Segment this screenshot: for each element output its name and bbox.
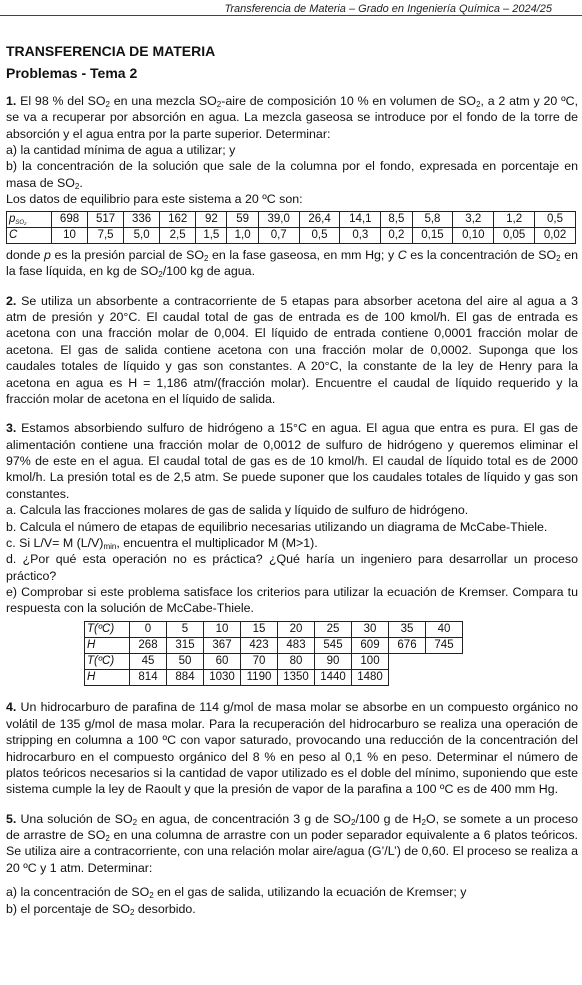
problem-1-part-a: a) la cantidad mínima de agua a utilizar; y <box>6 143 236 158</box>
table-row <box>7 227 576 243</box>
table-cell: 745 <box>426 637 463 653</box>
text-run: , a 2 atm y 20 ºC, se va a recuperar por absorción en agua. La mezcla gaseosa se introduce por el fondo de la torre de absorción y el agua entra por la parte superior. Determinar: <box>6 93 579 141</box>
table-cell: 884 <box>167 670 204 686</box>
text-run: C <box>397 247 407 262</box>
text-run: en la fase líquida, en kg de SO <box>6 247 578 279</box>
table-cell: 90 <box>315 654 352 670</box>
text-run: Un hidrocarburo de parafina de 114 g/mol de masa molar se absorbe en un compuesto orgánico no volátil de 135 g/mol de masa molar. Para la recuperación del hidrocarburo se realiza una operación de stripping en columna a 100 ºC con vapor saturado, provocando una reducción de la concentración del hidrocarburo en el compuesto orgánico del 8 % en peso al 0,1 % en peso. Determinar el número de platos teóricos necesarios si la cantidad de vapor utilizado es el doble del mínimo, suponiendo que este sistema cumple la ley de Raoult y que la presión de vapor de la parafina a 100 ºC es de 400 mm Hg. <box>6 700 578 797</box>
table-cell: T(ºC) <box>85 621 130 637</box>
table-cell: 545 <box>315 637 352 653</box>
table-cell: 70 <box>241 654 278 670</box>
table-cell: 7,5 <box>88 227 124 243</box>
text-run: Se utiliza un absorbente a contracorriente de 5 etapas para absorber acetona del aire al agua a 3 atm de presión y 20°C. El caudal total de gas de entrada es de 100 kmol/h. El gas de entrada es acetona con una fracción molar de 0,004. El líquido de entrada contiene 0,0001 fracción molar de acetona. El gas de salida contiene acetona con una fracción molar de 0,0002. Suponga que los caudales totales de líquido y gas son constantes. A 20°C, la constante de la ley de Henry para la acetona en agua es H = 1,186 atm/(fracción molar). Encuentre el caudal de líquido requerido y la fracción molar de acetona en el líquido de salida. <box>6 293 578 406</box>
subscript: 2 <box>421 817 426 827</box>
table-cell: 20 <box>278 621 315 637</box>
subscript: 2 <box>132 817 138 827</box>
table-cell: 1,2 <box>494 211 535 227</box>
table-cell: 1480 <box>352 670 389 686</box>
text-run: a) la concentración de SO <box>6 885 150 900</box>
subscript: 2 <box>129 907 135 917</box>
table-cell <box>426 670 463 686</box>
problem-3-part-b: b. Calcula el número de etapas de equilibrio necesarias utilizando un diagrama de McCabe-Thiele. <box>6 519 548 534</box>
table-cell: 0,2 <box>381 227 412 243</box>
table-cell: 0,10 <box>453 227 494 243</box>
table-cell: 50 <box>167 654 204 670</box>
text-run: /100 g de H <box>355 811 422 826</box>
running-header: Transferencia de Materia – Grado en Ingeniería Química – 2024/25 <box>224 3 552 15</box>
text-run: . <box>79 175 83 190</box>
text-run: en el gas de salida, utilizando la ecuación de Kremser; y <box>153 885 467 900</box>
text-run: b) el porcentaje de SO <box>6 901 130 916</box>
problem-5-part-a <box>6 884 578 900</box>
subscript: 2 <box>216 99 222 109</box>
problem-5-part-b <box>6 901 578 917</box>
table-cell <box>389 654 426 670</box>
text-run: -aire de composición 10 % en volumen de SO <box>221 93 477 108</box>
subscript: min <box>103 541 117 551</box>
text-run: desorbido. <box>134 901 196 916</box>
table-cell: 0,7 <box>258 227 299 243</box>
subscript: 2 <box>149 891 154 901</box>
table-cell: 45 <box>130 654 167 670</box>
text-run: es la presión parcial de SO <box>50 247 204 262</box>
subscript: 2 <box>105 99 110 109</box>
text-run: p <box>9 212 16 225</box>
problem-1-statement <box>6 93 578 142</box>
problem-3-part-e: e) Comprobar si este problema satisface los criterios para utilizar la ecuación de Kremser. Compara tu respuesta con la solución de McCabe-Thiele. <box>6 585 578 616</box>
subscript: SO₂ <box>15 219 27 226</box>
table-cell: 1190 <box>241 670 278 686</box>
table-cell <box>389 670 426 686</box>
equilibrium-table-so2 <box>6 211 576 244</box>
text-run: es la concentración de SO <box>406 247 557 262</box>
table-cell: 0,3 <box>340 227 381 243</box>
problem-number: 4. <box>6 700 17 715</box>
table-cell: 10 <box>52 227 88 243</box>
text-run: en una columna de arrastre con un poder separador equivalente a 6 platos teóricos. Se utiliza aire a contracorriente, con una relación molar aire/agua (G’/L’) de 0,60. El proceso se realiza a 20 ºC y 1 atm. Determinar: <box>6 828 579 875</box>
problem-3-part-c <box>6 535 578 551</box>
table-cell: H <box>85 670 130 686</box>
text-run: en agua, de concentración 3 g de SO <box>137 811 352 826</box>
problem-2-statement <box>6 293 578 408</box>
text-run: c. Si L/V= M (L/V) <box>6 535 104 550</box>
problem-5-statement <box>6 811 578 877</box>
text-run: Estamos absorbiendo sulfuro de hidrógeno a 15°C en agua. El agua que entra es pura. El gas de alimentación contiene una fracción molar de 0,0012 de sulfuro de hidrógeno y queremos eliminar el 97% de este en el agua. El caudal total de gas es de 10 kmol/h. El caudal de líquido total es de 2000 kmol/h. La presión total es de 2,5 atm. Se puede suponer que los caudales totales de líquido y gas son constantes. <box>6 421 578 501</box>
table-cell: 336 <box>124 211 160 227</box>
table-cell: 2,5 <box>160 227 196 243</box>
table-cell: 25 <box>315 621 352 637</box>
problem-1-equilibrium-intro: Los datos de equilibrio para este sistema a 20 ºC son: <box>6 192 303 207</box>
subscript: 2 <box>476 99 481 109</box>
subscript: 2 <box>158 270 163 280</box>
table-cell: 0,02 <box>535 227 576 243</box>
table-cell: H <box>85 637 130 653</box>
table-cell: 0,15 <box>412 227 453 243</box>
table-cell: 1440 <box>315 670 352 686</box>
table-cell: 80 <box>278 654 315 670</box>
table-cell: 60 <box>204 654 241 670</box>
table-cell: 14,1 <box>340 211 381 227</box>
header-rule <box>0 15 582 16</box>
subscript: 2 <box>351 817 356 827</box>
table-cell: 268 <box>130 637 167 653</box>
problem-1-part-b <box>6 158 578 191</box>
text-run: Una solución de SO <box>16 811 133 826</box>
table-cell <box>426 654 463 670</box>
document-title: TRANSFERENCIA DE MATERIA <box>6 43 216 59</box>
text-run: donde <box>6 247 45 262</box>
problem-3-statement <box>6 420 578 502</box>
table-cell: 92 <box>196 211 227 227</box>
table-row <box>7 211 576 227</box>
table-cell: 367 <box>204 637 241 653</box>
table-cell: 10 <box>204 621 241 637</box>
table-cell: 15 <box>241 621 278 637</box>
table-cell: 609 <box>352 637 389 653</box>
table-cell: 1350 <box>278 670 315 686</box>
text-run: El 98 % del SO <box>16 93 106 108</box>
table-cell: 26,4 <box>299 211 340 227</box>
table-cell: 0,05 <box>494 227 535 243</box>
table-cell: 814 <box>130 670 167 686</box>
problem-3-part-d: d. ¿Por qué esta operación no es práctica? ¿Qué haría un ingeniero para desarrollar un proceso práctico? <box>6 552 578 583</box>
table-cell: 162 <box>160 211 196 227</box>
subscript: 2 <box>74 181 80 191</box>
table-cell: 676 <box>389 637 426 653</box>
table-cell: T(ºC) <box>85 654 130 670</box>
text-run: , encuentra el multiplicador M (M>1). <box>116 535 318 550</box>
table-cell: 698 <box>52 211 88 227</box>
table-cell: 40 <box>426 621 463 637</box>
table-row <box>85 621 463 637</box>
table-cell: 59 <box>227 211 258 227</box>
problem-number: 2. <box>6 293 17 308</box>
table-cell: 8,5 <box>381 211 412 227</box>
problem-4-statement <box>6 699 578 797</box>
problem-3-part-a: a. Calcula las fracciones molares de gas de salida y líquido de sulfuro de hidrógeno. <box>6 503 469 518</box>
table-cell: 1,5 <box>196 227 227 243</box>
table-cell: 483 <box>278 637 315 653</box>
text-run: O, se somete a un proceso de arrastre de SO <box>6 811 578 843</box>
problem-1-legend <box>6 247 578 280</box>
table-cell: 39,0 <box>258 211 299 227</box>
table-cell: C <box>7 227 52 243</box>
problem-number: 3. <box>6 421 17 436</box>
text-run: b) la concentración de la solución que sale de la columna por el fondo, expresada en porcentaje en masa de SO <box>6 159 578 190</box>
henry-constant-table <box>84 621 463 687</box>
table-cell: 0,5 <box>299 227 340 243</box>
text-run: en una mezcla SO <box>110 93 217 108</box>
table-cell: 0 <box>130 621 167 637</box>
table-cell: 0,5 <box>535 211 576 227</box>
table-cell <box>7 211 52 227</box>
problem-number: 5. <box>6 811 17 826</box>
table-row <box>85 654 463 670</box>
table-row <box>85 637 463 653</box>
subscript: 2 <box>204 253 209 263</box>
table-cell: 1,0 <box>227 227 258 243</box>
problem-number: 1. <box>6 93 17 108</box>
table-cell: 5 <box>167 621 204 637</box>
text-run: /100 kg de agua. <box>162 264 256 279</box>
table-cell: 5,0 <box>124 227 160 243</box>
table-cell: 5,8 <box>412 211 453 227</box>
table-cell: 3,2 <box>453 211 494 227</box>
document-body <box>6 42 578 917</box>
table-cell: 100 <box>352 654 389 670</box>
table-cell: 423 <box>241 637 278 653</box>
text-run: p <box>44 247 51 262</box>
table-cell: 1030 <box>204 670 241 686</box>
table-cell: 35 <box>389 621 426 637</box>
document-subtitle: Problemas - Tema 2 <box>6 65 138 82</box>
subscript: 2 <box>105 834 110 844</box>
table-row <box>85 670 463 686</box>
text-run: en la fase gaseosa, en mm Hg; y <box>208 247 398 262</box>
table-cell: 30 <box>352 621 389 637</box>
table-cell: 517 <box>88 211 124 227</box>
table-cell: 315 <box>167 637 204 653</box>
subscript: 2 <box>556 253 561 263</box>
